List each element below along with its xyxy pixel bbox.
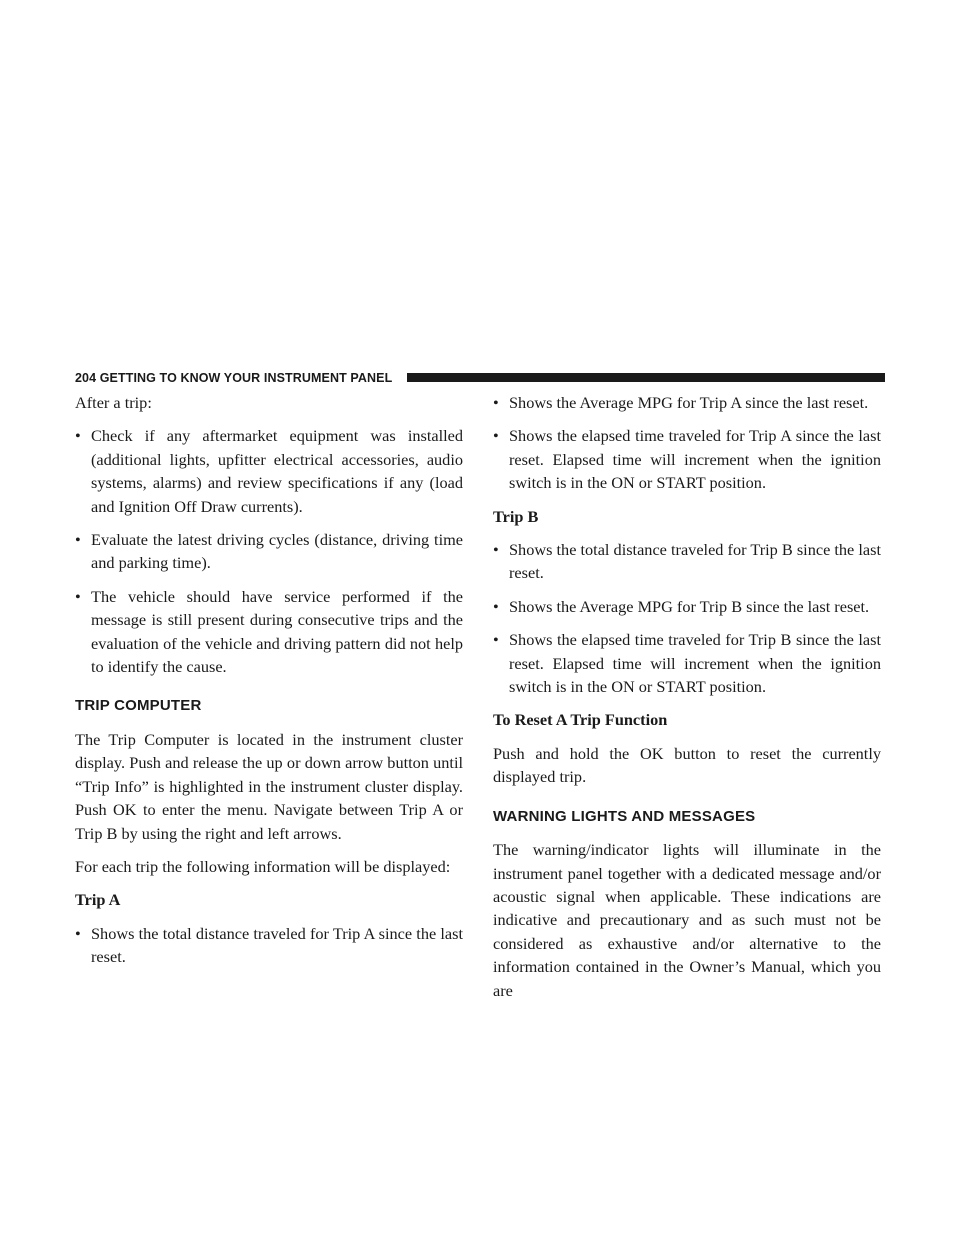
left-column (75, 391, 463, 979)
bullet-icon: • (75, 426, 81, 446)
section-title: GETTING TO KNOW YOUR INSTRUMENT PANEL (99, 371, 393, 385)
list-item (493, 391, 881, 414)
right-column (493, 391, 881, 1012)
reset-heading: To Reset A Trip Function (493, 710, 668, 730)
list-item (493, 538, 881, 585)
bullet-icon: • (493, 393, 499, 412)
list-item-text: Shows the elapsed time traveled for Trip A since the last reset. Elapsed time will increment when the ignition switch is in the ON or START position. (509, 426, 881, 493)
page-header (75, 369, 885, 387)
list-item (75, 528, 463, 575)
list-item (493, 424, 881, 494)
header-rule (407, 373, 885, 382)
list-item-text: Shows the Average MPG for Trip B since the last reset. (509, 596, 870, 616)
page-number-and-section (75, 370, 392, 386)
list-item (493, 628, 881, 698)
bullet-icon: • (75, 530, 81, 550)
trip-computer-paragraph: The Trip Computer is located in the instrument cluster display. Push and release the up or down arrow button until “Trip Info” is highlighted in the instrument cluster display. Push OK to enter the menu. Navigate between Trip A or Trip B by using the right and left arrows. (75, 729, 463, 843)
list-item-text: Shows the total distance traveled for Trip A since the last reset. (91, 923, 463, 967)
trip-b-heading: Trip B (493, 506, 539, 526)
bullet-icon: • (493, 426, 499, 446)
bullet-icon: • (493, 596, 499, 616)
list-item-text: Evaluate the latest driving cycles (distance, driving time and parking time). (91, 530, 463, 573)
bullet-icon: • (75, 923, 81, 943)
bullet-icon: • (493, 540, 499, 560)
list-item-text: Shows the elapsed time traveled for Trip B since the last reset. Elapsed time will increment when the ignition switch is in the ON or START position. (509, 630, 881, 697)
list-item-text: Check if any aftermarket equipment was installed (additional lights, upfitter electrical accessories, audio systems, alarms) and review specifications if any (load and Ignition Off Draw currents). (91, 426, 463, 516)
trip-computer-heading: TRIP COMPUTER (75, 697, 202, 715)
list-item-text: Shows the Average MPG for Trip A since the last reset. (509, 393, 869, 412)
warning-heading: WARNING LIGHTS AND MESSAGES (493, 807, 756, 825)
after-trip-intro: After a trip: (75, 393, 152, 412)
list-item-text: The vehicle should have service performed if the message is still present during consecutive trips and the evaluation of the vehicle and driving pattern did not help to identify the cause. (91, 586, 463, 677)
bullet-icon: • (493, 630, 499, 650)
list-item (75, 922, 463, 969)
warning-paragraph: The warning/indicator lights will illuminate in the instrument panel together with a dedicated message and/or acoustic signal when applicable. These indications are indicative and precautionary and as such must not be considered as exhaustive and/or alternative to the information contained in the Owner’s Manual, which you are (493, 840, 881, 1000)
reset-paragraph: Push and hold the OK button to reset the currently displayed trip. (493, 743, 881, 787)
list-item (493, 595, 881, 618)
each-trip-paragraph: For each trip the following information will be displayed: (75, 856, 451, 876)
list-item (75, 585, 463, 679)
list-item-text: Shows the total distance traveled for Trip B since the last reset. (509, 540, 881, 583)
bullet-icon: • (75, 586, 81, 606)
list-item (75, 424, 463, 518)
page-number: 204 (75, 371, 97, 385)
trip-a-heading: Trip A (75, 890, 121, 910)
